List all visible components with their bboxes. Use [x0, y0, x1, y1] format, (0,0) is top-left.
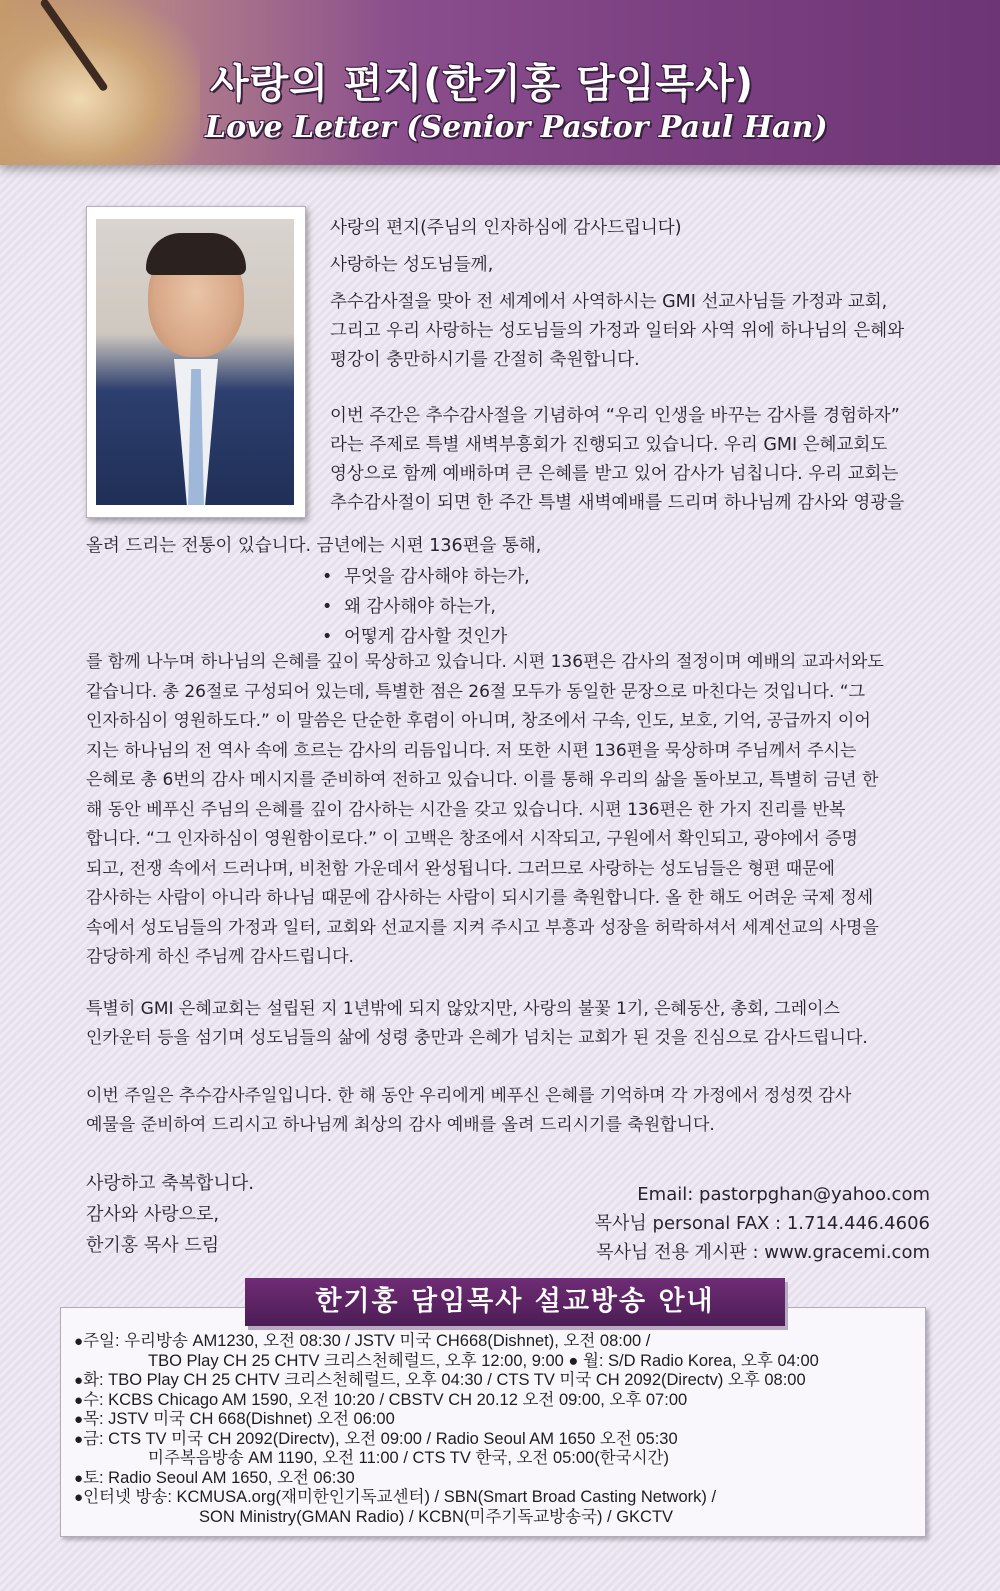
schedule-line: TBO Play CH 25 CHTV 크리스천헤럴드, 오후 12:00, 9:00 ● 월: S/D Radio Korea, 오후 04:00: [148, 1351, 819, 1370]
page-title: 사랑의 편지(한기홍 담임목사): [210, 61, 755, 107]
pastor-photo: [96, 219, 294, 505]
paragraph-5: 이번 주일은 추수감사주일입니다. 한 해 동안 우리에게 베푸신 은혜를 기억하며 각 가정에서 정성껏 감사 예물을 준비하여 드리시고 하나님께 최상의 감사 예배를 올려 드리시기를 축원합니다.: [86, 1086, 852, 1135]
letter-intro: [330, 214, 904, 518]
contact-fax: 목사님 personal FAX : 1.714.446.4606: [594, 1213, 930, 1234]
schedule-line: SON Ministry(GMAN Radio) / KCBN(미주기독교방송국) / GKCTV: [199, 1507, 674, 1526]
bullet-list: [322, 562, 530, 652]
paragraph-2: 이번 주간은 추수감사절을 기념하여 “우리 인생을 바꾸는 감사를 경험하자” 라는 주제로 특별 새벽부흥회가 진행되고 있습니다. 우리 GMI 은혜교회도 영상으로 함께 예배하며 큰 은혜를 받고 있어 감사가 넘칩니다. 우리 교회는 추수감사절이 되면 한 주간 특별 새벽예배를 드리며 하나님께 감사와 영광을: [330, 406, 905, 513]
bullet-icon: ●: [74, 1469, 84, 1487]
list-item: • 왜 감사해야 하는가,: [322, 597, 496, 617]
letter-greeting: 사랑하는 성도님들께,: [330, 255, 494, 275]
contact-email: Email: pastorpghan@yahoo.com: [637, 1184, 930, 1205]
broadcast-title: 한기홍 담임목사 설교방송 안내: [245, 1278, 785, 1326]
paragraph-3: 를 함께 나누며 하나님의 은혜를 깊이 묵상하고 있습니다. 시편 136편은 감사의 절정이며 예배의 교과서와도 같습니다. 총 26절로 구성되어 있는데, 특별한 점은 26절 모두가 동일한 문장으로 마친다는 것입니다. “그 인자하심이 영원하도다.” 이 말씀은 단순한 후렴이 아니며, 창조에서 구속, 인도, 보호, 기억, 공급까지 이어 지는 하나님의 전 역사 속에 흐르는 감사의 리듬입니다. 저 또한 시편 136편을 묵상하며 주님께서 주시는 은혜로 총 6번의 감사 메시지를 준비하여 전하고 있습니다. 이를 통해 우리의 삶을 돌아보고, 특별히 금년 한 해 동안 베푸신 주님의 은혜를 깊이 감사하는 시간을 갖고 있습니다. 시편 136편은 한 가지 진리를 반복 합니다. “그 인자하심이 영원함이로다.” 이 고백은 창조에서 시작되고, 구원에서 확인되고, 광야에서 증명 되고, 전쟁 속에서 드러나며, 비천함 가운데서 완성됩니다. 그러므로 사랑하는 성도님들은 형편 때문에 감사하는 사람이 아니라 하나님 때문에 감사하는 사람이 되시기를 축원합니다. 올 한 해도 어려운 국제 정세 속에서 성도님들의 가정과 일터, 교회와 선교지를 지켜 주시고 부흥과 성장을 허락하셔서 세계선교의 사명을 감당하게 하신 주님께 감사드립니다.: [86, 652, 884, 967]
schedule-line: ●금: CTS TV 미국 CH 2092(Directv), 오전 09:00 / Radio Seoul AM 1650 오전 05:30: [74, 1429, 678, 1448]
bullet-icon: ●: [74, 1391, 84, 1409]
schedule-line: 미주복음방송 AM 1190, 오전 11:00 / CTS TV 한국, 오전 05:00(한국시간): [148, 1449, 669, 1467]
schedule-line: ●주일: 우리방송 AM1230, 오전 08:30 / JSTV 미국 CH668(Dishnet), 오전 08:00 /: [74, 1332, 651, 1350]
bullet-icon: ●: [74, 1430, 84, 1448]
paragraph-4: 특별히 GMI 은혜교회는 설립된 지 1년밖에 되지 않았지만, 사랑의 불꽃 1기, 은혜동산, 총회, 그레이스 인카운터 등을 섬기며 성도님들의 삶에 성령 충만과 은혜가 넘치는 교회가 된 것을 진심으로 감사드립니다.: [86, 999, 868, 1048]
pastor-photo-frame: [86, 206, 306, 518]
broadcast-schedule: [74, 1332, 819, 1527]
paragraph-2-continued: 올려 드리는 전통이 있습니다. 금년에는 시편 136편을 통해,: [86, 536, 542, 556]
paragraph-1: 추수감사절을 맞아 전 세계에서 사역하시는 GMI 선교사님들 가정과 교회, 그리고 우리 사랑하는 성도님들의 가정과 일터와 사역 위에 하나님의 은혜와 평강이 충만하시기를 간절히 축원합니다.: [330, 292, 905, 370]
schedule-line: ●화: TBO Play CH 25 CHTV 크리스천헤럴드, 오후 04:30 / CTS TV 미국 CH 2092(Directv) 오후 08:00: [74, 1371, 806, 1389]
contact-info: [595, 1180, 930, 1267]
signature-block: 사랑하고 축복합니다. 감사와 사랑으로, 한기홍 목사 드림: [86, 1173, 254, 1256]
contact-website: 목사님 전용 게시판 : www.gracemi.com: [596, 1242, 930, 1263]
bullet-icon: ●: [74, 1372, 84, 1389]
bullet-icon: ●: [74, 1333, 84, 1350]
schedule-line: ●토: Radio Seoul AM 1650, 오전 06:30: [74, 1468, 355, 1487]
letter-heading: 사랑의 편지(주님의 인자하심에 감사드립니다): [330, 218, 682, 238]
schedule-line: ●인터넷 방송: KCMUSA.org(재미한인기독교센터) / SBN(Smart Broad Casting Network) /: [74, 1488, 717, 1506]
list-item: • 어떻게 감사할 것인가: [322, 627, 508, 647]
schedule-line: ●목: JSTV 미국 CH 668(Dishnet) 오전 06:00: [74, 1410, 395, 1428]
page-subtitle: Love Letter (Senior Pastor Paul Han): [205, 110, 828, 145]
list-item: • 무엇을 감사해야 하는가,: [322, 567, 530, 587]
schedule-line: ●수: KCBS Chicago AM 1590, 오전 10:20 / CBSTV CH 20.12 오전 09:00, 오후 07:00: [74, 1390, 688, 1409]
bullet-icon: ●: [74, 1489, 84, 1506]
header-banner: [0, 0, 1000, 165]
bullet-icon: ●: [74, 1411, 84, 1428]
